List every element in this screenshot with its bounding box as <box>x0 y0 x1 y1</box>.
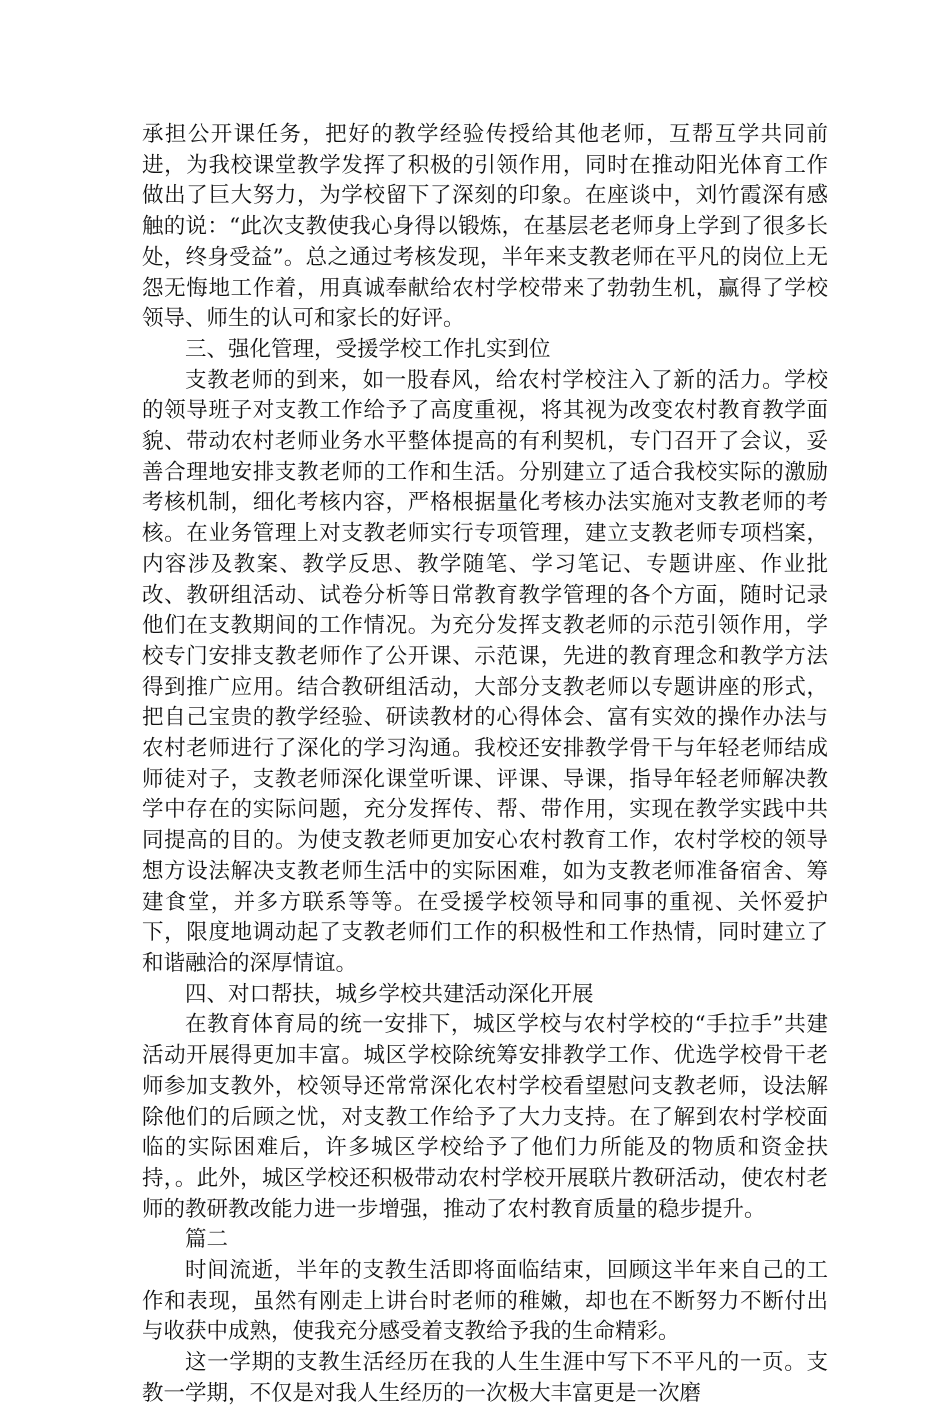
part-heading: 篇二 <box>185 1227 229 1253</box>
paragraph-intro: 承担公开课任务，把好的教学经验传授给其他老师，互帮互学共同前进，为我校课堂教学发挥了积极的引领作用，同时在推动阳光体育工作做出了巨大努力，为学校留下了深刻的印象。在座谈中，刘竹霞深有感触的说：“此次支教使我心身得以锻炼，在基层老老师身上学到了很多长处，终身受益”。总之通过考核发现，半年来支教老师在平凡的岗位上无怨无悔地工作着，用真诚奉献给农村学校带来了勃勃生机，赢得了学校领导、师生的认可和家长的好评。 <box>142 122 828 332</box>
paragraph-management: 支教老师的到来，如一股春风，给农村学校注入了新的活力。学校的领导班子对支教工作给予了高度重视，将其视为改变农村教育教学面貌、带动农村老师业务水平整体提高的有利契机，专门召开了会议，妥善合理地安排支教老师的工作和生活。分别建立了适合我校实际的激励考核机制，细化考核内容，严格根据量化考核办法实施对支教老师的考核。在业务管理上对支教老师实行专项管理，建立支教老师专项档案，内容涉及教案、教学反思、教学随笔、学习笔记、专题讲座、作业批改、教研组活动、试卷分析等日常教育教学管理的各个方面，随时记录他们在支教期间的工作情况。为充分发挥支教老师的示范引领作用，学校专门安排支教老师作了公开课、示范课，先进的教育理念和教学方法得到推广应用。结合教研组活动，大部分支教老师以专题讲座的形式，把自己宝贵的教学经验、研读教材的心得体会、富有实效的操作办法与农村老师进行了深化的学习沟通。我校还安排教学骨干与年轻老师结成师徒对子，支教老师深化课堂听课、评课、导课，指导年轻老师解决教学中存在的实际问题，充分发挥传、帮、带作用，实现在教学实践中共同提高的目的。为使支教老师更加安心农村教育工作，农村学校的领导想方设法解决支教老师生活中的实际困难，如为支教老师准备宿舍、筹建食堂，并多方联系等等。在受援学校领导和同事的重视、关怀爱护下，限度地调动起了支教老师们工作的积极性和工作热情，同时建立了和谐融洽的深厚情谊。 <box>142 367 828 976</box>
paragraph-cooperation: 在教育体育局的统一安排下，城区学校与农村学校的“手拉手”共建活动开展得更加丰富。城区学校除统筹安排教学工作、优选学校骨干老师参加支教外，校领导还常常深化农村学校看望慰问支教老师，设法解除他们的后顾之忧，对支教工作给予了大力支持。在了解到农村学校面临的实际困难后，许多城区学校给予了他们力所能及的物质和资金扶持，。此外，城区学校还积极带动农村学校开展联片教研活动，使农村老师的教研教改能力进一步增强，推动了农村教育质量的稳步提升。 <box>142 1012 828 1222</box>
paragraph-review: 时间流逝，半年的支教生活即将面临结束，回顾这半年来自己的工作和表现，虽然有刚走上讲台时老师的稚嫩，却也在不断努力不断付出与收获中成熟，使我充分感受着支教给予我的生命精彩。 <box>142 1258 828 1345</box>
paragraph-experience: 这一学期的支教生活经历在我的人生生涯中写下不平凡的一页。支教一学期，不仅是对我人生经历的一次极大丰富更是一次磨 <box>142 1350 828 1406</box>
section-heading-4: 四、对口帮扶，城乡学校共建活动深化开展 <box>185 981 594 1007</box>
document-page <box>142 120 828 1410</box>
section-heading-3: 三、强化管理，受援学校工作扎实到位 <box>185 336 551 362</box>
